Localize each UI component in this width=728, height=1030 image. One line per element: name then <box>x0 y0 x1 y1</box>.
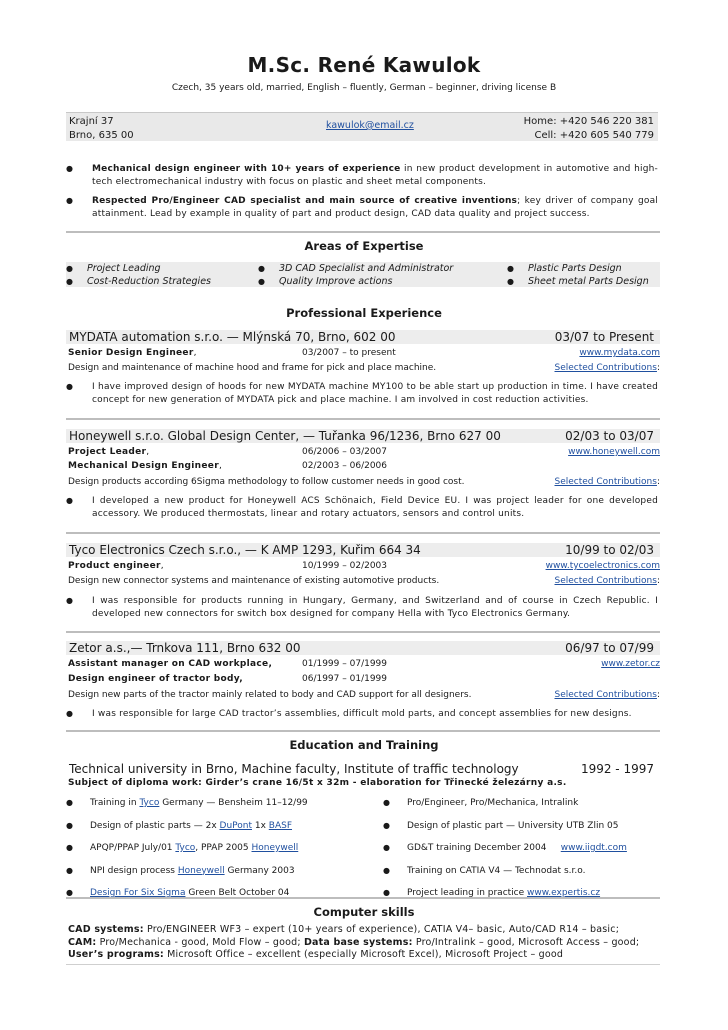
job-desc-row: Design and maintenance of machine hood and frame for pick and place machine. Selected Contributions: <box>68 363 660 373</box>
training-item <box>383 797 660 820</box>
job-achievements <box>66 495 658 527</box>
expertise-col-2 <box>258 263 453 288</box>
training-text: 1x <box>252 820 269 831</box>
job-role-dates: 06/2006 – 03/2007 <box>302 447 387 457</box>
training-text: , PPAP 2005 <box>195 843 252 853</box>
company-website-link[interactable]: www.honeywell.com <box>568 447 660 457</box>
divider <box>66 532 660 534</box>
training-item <box>66 820 366 843</box>
job-role-dates: 02/2003 – 06/2006 <box>302 461 387 471</box>
education-heading: Education and Training <box>289 738 439 752</box>
expertise-col-1 <box>66 263 211 288</box>
job-role-dates: 06/1997 – 01/1999 <box>302 674 387 684</box>
training-item <box>383 865 660 888</box>
skills-label: User’s programs: <box>68 949 164 960</box>
training-item <box>66 865 366 888</box>
summary-bold: Respected Pro/Engineer CAD specialist and main source of creative inventions <box>92 196 518 206</box>
training-list-right <box>383 797 660 910</box>
job-role: Design engineer of tractor body, <box>68 674 243 684</box>
job-role-row: Project Leader, 06/2006 – 03/2007 www.honeywell.com <box>68 447 660 457</box>
achievement-item: ● I was responsible for products running in Hungary, Germany, and Switzerland and of course in Czech Republic. I developed new connectors for switch box designed for company Hella with Tyco Electronics Germany. <box>66 595 658 620</box>
training-link[interactable]: Design For Six Sigma <box>90 888 186 898</box>
address-city: Brno, 635 00 <box>69 130 134 141</box>
job-description: Design products according 6Sigma methodology to follow customer needs in good cost. <box>68 477 465 487</box>
summary-item <box>66 195 658 220</box>
divider <box>66 897 660 899</box>
job-desc-row: Design new connector systems and maintenance of existing automotive products. Selected Contributions: <box>68 576 660 586</box>
job-role-row: Mechanical Design Engineer, 02/2003 – 06/2006 <box>68 461 387 471</box>
diploma-row <box>68 777 660 789</box>
job-role: Product engineer <box>68 561 161 571</box>
training-text: Germany — Bensheim 11–12/99 <box>159 798 308 808</box>
skills-value: Pro/Intralink – good, Microsoft Access – good; <box>412 936 640 948</box>
selected-contributions-link[interactable]: Selected Contributions <box>554 690 657 700</box>
expertise-item: ● 3D CAD Specialist and Administrator <box>258 263 453 276</box>
skills-label: CAD systems: <box>68 924 144 935</box>
skills-value: Microsoft Office – excellent (especially Microsoft Excel), Microsoft Project – good <box>163 949 564 960</box>
skills-label: CAM: <box>68 936 97 948</box>
personal-info: Czech, 35 years old, married, English – fluently, German – beginner, driving license B <box>171 83 557 93</box>
training-text: APQP/PPAP July/01 <box>90 843 176 853</box>
training-text: GD&T training December 2004 <box>407 843 561 853</box>
training-text: Intralink <box>541 798 579 808</box>
expertise-col-3 <box>507 263 649 288</box>
email-link[interactable]: kawulok@email.cz <box>326 120 414 131</box>
selected-contributions-link[interactable]: Selected Contributions <box>554 363 657 373</box>
training-list-left <box>66 797 366 910</box>
job-role: Assistant manager on CAD workplace, <box>68 659 273 669</box>
cell-phone: Cell: +420 605 540 779 <box>534 130 654 141</box>
achievement-item: ● I developed a new product for Honeywell ACS Schönaich, Field Device EU. I was project leader for one developed accessory. We produced thermostats, linear and rotary actuators, sensors and control units. <box>66 495 658 520</box>
training-link[interactable]: www.iigdt.com <box>560 843 627 853</box>
job-dates: 03/07 to Present <box>554 330 654 344</box>
education-header <box>66 762 660 776</box>
summary-bold: Mechanical design engineer with 10+ years of experience <box>92 164 401 174</box>
training-link[interactable]: Honeywell <box>251 843 299 853</box>
job-company: Zetor a.s.,— Trnkova 111, Brno 632 00 <box>69 641 301 655</box>
home-phone: Home: +420 546 220 381 <box>523 116 654 127</box>
training-item <box>383 820 660 843</box>
divider <box>66 730 660 732</box>
job-role-row <box>68 673 660 685</box>
job-role-dates: 01/1999 – 07/1999 <box>302 659 387 669</box>
job-role-dates: 03/2007 – to present <box>302 348 396 358</box>
skills-label: Data base systems: <box>303 936 413 948</box>
company-website-link[interactable]: www.mydata.com <box>579 348 660 358</box>
training-link[interactable]: Tyco <box>175 843 196 853</box>
job-role-row <box>68 658 660 670</box>
skills-text <box>68 924 660 962</box>
job-header <box>66 330 660 344</box>
phones <box>524 115 654 143</box>
expertise-item: ● Project Leading <box>66 263 211 276</box>
training-link[interactable]: www.expertis.cz <box>527 888 601 898</box>
training-link[interactable]: BASF <box>268 820 293 831</box>
diploma-subject: Subject of diploma work: Girder’s crane 16/5t x 32m - elaboration for Třinecké železárny a.s. <box>68 778 567 788</box>
training-link[interactable]: Honeywell <box>177 865 225 876</box>
expertise-item: ● Sheet metal Parts Design <box>507 276 649 289</box>
job-header <box>66 429 660 443</box>
training-item <box>66 797 366 820</box>
job-company: MYDATA automation s.r.o. — Mlýnská 70, Brno, 602 00 <box>69 330 396 344</box>
job-role: Mechanical Design Engineer <box>68 461 219 471</box>
summary-text: ; key driver of company goal attainment. Lead by example in quality of part and product design, CAD data quality and project success. <box>92 196 659 219</box>
job-achievements <box>66 595 658 627</box>
skills-value: Pro/Mechanica - good, Mold Flow – good; <box>96 936 304 948</box>
training-text: Design of plastic part — University UTB Zlin 05 <box>407 820 619 831</box>
address-street: Krajní 37 <box>69 116 114 127</box>
training-text: Project leading in practice <box>407 888 528 898</box>
expertise-list <box>66 262 660 287</box>
achievement-item: ● I was responsible for large CAD tractor’s assemblies, difficult mold parts, and concept assemblies for new designs. <box>66 708 658 721</box>
training-text: Pro/Engineer, Pro/Mechanica, <box>407 798 542 808</box>
school-years: 1992 - 1997 <box>580 762 654 776</box>
job-dates: 10/99 to 02/03 <box>565 543 654 557</box>
expertise-item: ● Plastic Parts Design <box>507 263 649 276</box>
job-description: Design new connector systems and maintenance of existing automotive products. <box>68 576 440 586</box>
training-item <box>66 842 366 865</box>
job-company: Honeywell s.r.o. Global Design Center, — Tuřanka 96/1236, Brno 627 00 <box>69 429 501 443</box>
training-text: Green Belt October 04 <box>185 888 290 898</box>
skills-value: Pro/ENGINEER WF3 – expert (10+ years of experience), CATIA V4– basic, Auto/CAD R14 – basic; <box>143 924 620 935</box>
job-role-dates: 10/1999 – 02/2003 <box>302 561 387 571</box>
job-role: Project Leader <box>68 447 147 457</box>
expertise-item: ● Cost-Reduction Strategies <box>66 276 211 289</box>
job-desc-row: Design new parts of the tractor mainly related to body and CAD support for all designers. Selected Contributions: <box>68 690 660 700</box>
job-header <box>66 543 660 557</box>
job-role-row: Product engineer, 10/1999 – 02/2003 www.tycoelectronics.com <box>68 561 660 571</box>
divider <box>66 964 660 965</box>
job-achievements <box>66 708 658 728</box>
divider <box>66 231 660 233</box>
resume-name: M.Sc. René Kawulok <box>247 53 481 77</box>
job-company: Tyco Electronics Czech s.r.o., — K AMP 1293, Kuřim 664 34 <box>69 543 421 557</box>
achievement-item: ● I have improved design of hoods for new MYDATA machine MY100 to be able start up production in time. I have created concept for new generation of MYDATA pick and place machine. I am involved in cost reduction activities. <box>66 381 658 406</box>
summary <box>66 163 658 227</box>
skills-heading: Computer skills <box>313 905 415 919</box>
divider <box>66 418 660 420</box>
job-desc-row: Design products according 6Sigma methodology to follow customer needs in good cost. Selected Contributions: <box>68 477 660 487</box>
expertise-heading: Areas of Expertise <box>304 239 424 253</box>
company-website-link[interactable]: www.zetor.cz <box>601 659 660 669</box>
training-link[interactable]: Tyco <box>139 798 160 808</box>
job-header <box>66 641 660 655</box>
training-text: Training on CATIA V4 — Technodat s.r.o. <box>407 865 586 876</box>
experience-heading: Professional Experience <box>286 306 442 320</box>
selected-contributions-link[interactable]: Selected Contributions <box>554 576 657 586</box>
selected-contributions-link[interactable]: Selected Contributions <box>554 477 657 487</box>
training-text: NPI design process <box>90 865 178 876</box>
summary-item <box>66 163 658 188</box>
job-dates: 06/97 to 07/99 <box>565 641 654 655</box>
job-role-row: Senior Design Engineer, 03/2007 – to present www.mydata.com <box>68 348 660 358</box>
company-website-link[interactable]: www.tycoelectronics.com <box>545 561 660 571</box>
job-dates: 02/03 to 03/07 <box>565 429 654 443</box>
job-description: Design and maintenance of machine hood and frame for pick and place machine. <box>68 363 437 373</box>
divider <box>66 631 660 633</box>
job-achievements <box>66 381 658 413</box>
job-description: Design new parts of the tractor mainly related to body and CAD support for all designers. <box>68 690 472 700</box>
job-role: Senior Design Engineer <box>68 348 194 358</box>
address <box>69 115 134 143</box>
training-text: Design of plastic parts — 2x <box>90 820 220 831</box>
expertise-item: ● Quality Improve actions <box>258 276 453 289</box>
training-text: Germany 2003 <box>224 865 295 876</box>
training-item <box>383 842 660 865</box>
school-name: Technical university in Brno, Machine faculty, Institute of traffic technology <box>69 762 519 776</box>
training-link[interactable]: DuPont <box>219 820 252 831</box>
training-text: Training in <box>90 798 140 808</box>
summary-text: in new product development in automotive and high-tech electromechanical industry with focus on plastic and sheet metal components. <box>92 164 658 187</box>
contact-block <box>66 112 658 141</box>
